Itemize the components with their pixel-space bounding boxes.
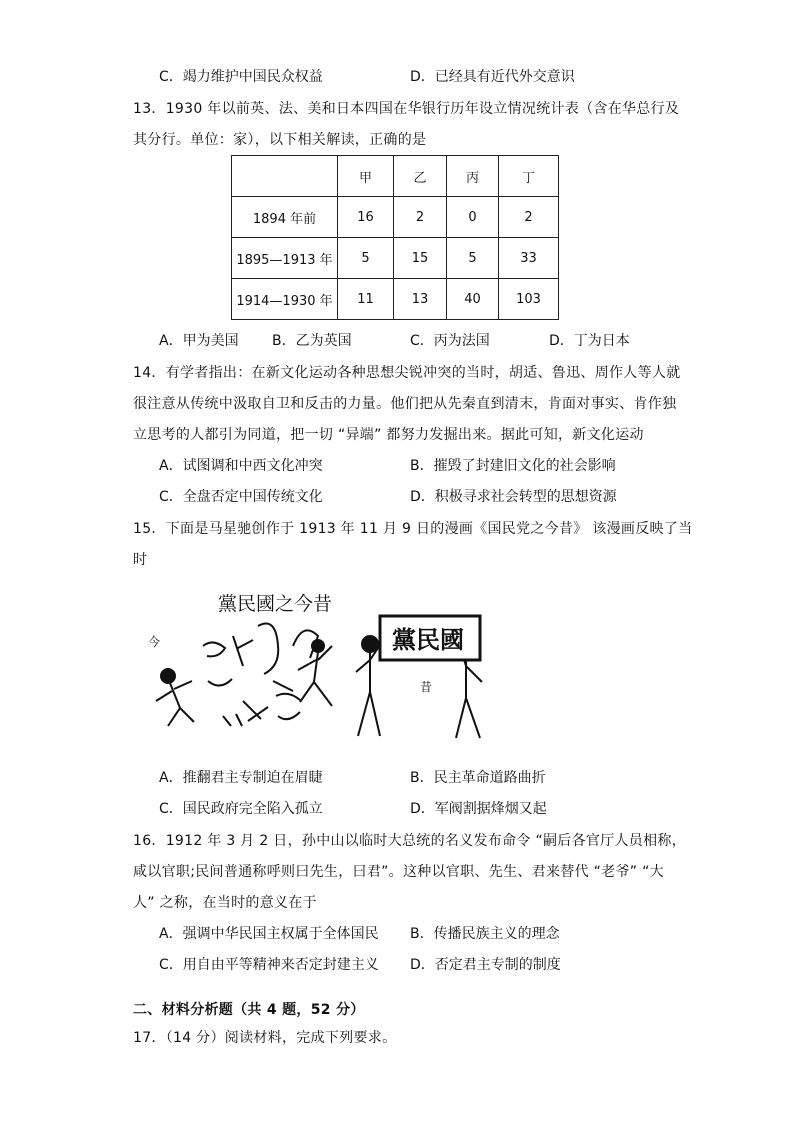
q17-stem: 17．（14 分）阅读材料，完成下列要求。: [133, 1030, 397, 1046]
table-header-cell: 甲: [338, 156, 394, 197]
q14-stem-line2: 很注意从传统中汲取自卫和反击的力量。他们把从先秦直到清末，肯面对事实、肯作独: [133, 396, 677, 412]
table-header-cell: 丁: [499, 156, 559, 197]
cartoon-right-label: 昔: [420, 680, 433, 694]
table-row: [232, 238, 559, 279]
table-header-cell: 乙: [394, 156, 447, 197]
q16-option-b: B．传播民族主义的理念: [410, 926, 560, 942]
table-row: [232, 279, 559, 320]
q13-option-a: A．甲为美国: [159, 333, 239, 349]
table-cell: 40: [447, 279, 499, 320]
cartoon-title: 黨民國之今昔: [218, 593, 333, 615]
table-header-cell: [232, 156, 338, 197]
table-cell: 5: [447, 238, 499, 279]
q16-stem-line1: 16．1912 年 3 月 2 日，孙中山以临时大总统的名义发布命令 “嗣后各官厅人员相称，: [133, 833, 687, 849]
cartoon-image: [148, 586, 518, 746]
cartoon-left-label: 今: [148, 635, 161, 649]
falling-figure: [156, 669, 194, 726]
q14-stem-line1: 14．有学者指出：在新文化运动各种思想尖锐冲突的当时，胡适、鲁迅、周作人等人就: [133, 365, 681, 381]
table-header-cell: 丙: [447, 156, 499, 197]
q12-option-d: D．已经具有近代外交意识: [410, 69, 575, 85]
table-cell: 5: [338, 238, 394, 279]
table-cell: 103: [499, 279, 559, 320]
table-cell: 2: [394, 197, 447, 238]
table-cell: 33: [499, 238, 559, 279]
q16-stem-line3: 人” 之称，在当时的意义在于: [133, 895, 317, 911]
table-cell: 15: [394, 238, 447, 279]
table-cell: 13: [394, 279, 447, 320]
q16-option-d: D．否定君主专制的制度: [410, 957, 561, 973]
q16-stem-line2: 咸以官职;民间普通称呼则曰先生，曰君”。这种以官职、先生、君来替代 “老爷” “大: [133, 864, 664, 880]
q14-option-b: B．摧毁了封建旧文化的社会影响: [410, 458, 616, 474]
q15-stem-line1: 15．下面是马星驰创作于 1913 年 11 月 9 日的漫画《国民党之今昔》 该漫画反映了当: [133, 521, 693, 537]
q13-option-d: D．丁为日本: [549, 333, 630, 349]
q13-option-c: C．丙为法国: [410, 333, 490, 349]
table-cell: 0: [447, 197, 499, 238]
table-cell: 1895—1913 年: [232, 238, 338, 279]
q13-option-b: B．乙为英国: [272, 333, 352, 349]
table-cell: 2: [499, 197, 559, 238]
running-figure: [298, 640, 332, 706]
q13-stem-line2: 其分行。单位：家），以下相关解读，正确的是: [133, 132, 427, 148]
q12-option-c: C．竭力维护中国民众权益: [159, 69, 323, 85]
q14-option-c: C．全盘否定中国传统文化: [159, 489, 323, 505]
q16-option-c: C．用自由平等精神来否定封建主义: [159, 957, 379, 973]
q14-option-a: A．试图调和中西文化冲突: [159, 458, 323, 474]
q15-option-b: B．民主革命道路曲折: [410, 770, 546, 786]
table-header-row: [232, 156, 559, 197]
table-cell: 1914—1930 年: [232, 279, 338, 320]
cartoon-drawing: [148, 586, 518, 746]
q15-stem-line2: 时: [133, 552, 148, 568]
table-cell: 11: [338, 279, 394, 320]
q13-stem-line1: 13．1930 年以前英、法、美和日本四国在华银行历年设立情况统计表（含在华总行及: [133, 101, 680, 117]
section-heading: 二、材料分析题（共 4 题，52 分）: [133, 1002, 365, 1018]
table-cell: 1894 年前: [232, 197, 338, 238]
q16-option-a: A．强调中华民国主权属于全体国民: [159, 926, 379, 942]
q14-option-d: D．积极寻求社会转型的思想资源: [410, 489, 617, 505]
q15-option-a: A．推翻君主专制迫在眉睫: [159, 770, 323, 786]
q14-stem-line3: 立思考的人都引为同道，把一切 “异端” 都努力发掘出来。据此可知，新文化运动: [133, 427, 644, 443]
bank-statistics-table: [231, 155, 559, 320]
table-cell: 16: [338, 197, 394, 238]
scattered-characters: [203, 624, 318, 727]
q15-option-d: D．军阀割据烽烟又起: [410, 801, 547, 817]
table-row: [232, 197, 559, 238]
q15-option-c: C．国民政府完全陷入孤立: [159, 801, 323, 817]
cartoon-sign-text: 黨民國: [392, 625, 464, 654]
